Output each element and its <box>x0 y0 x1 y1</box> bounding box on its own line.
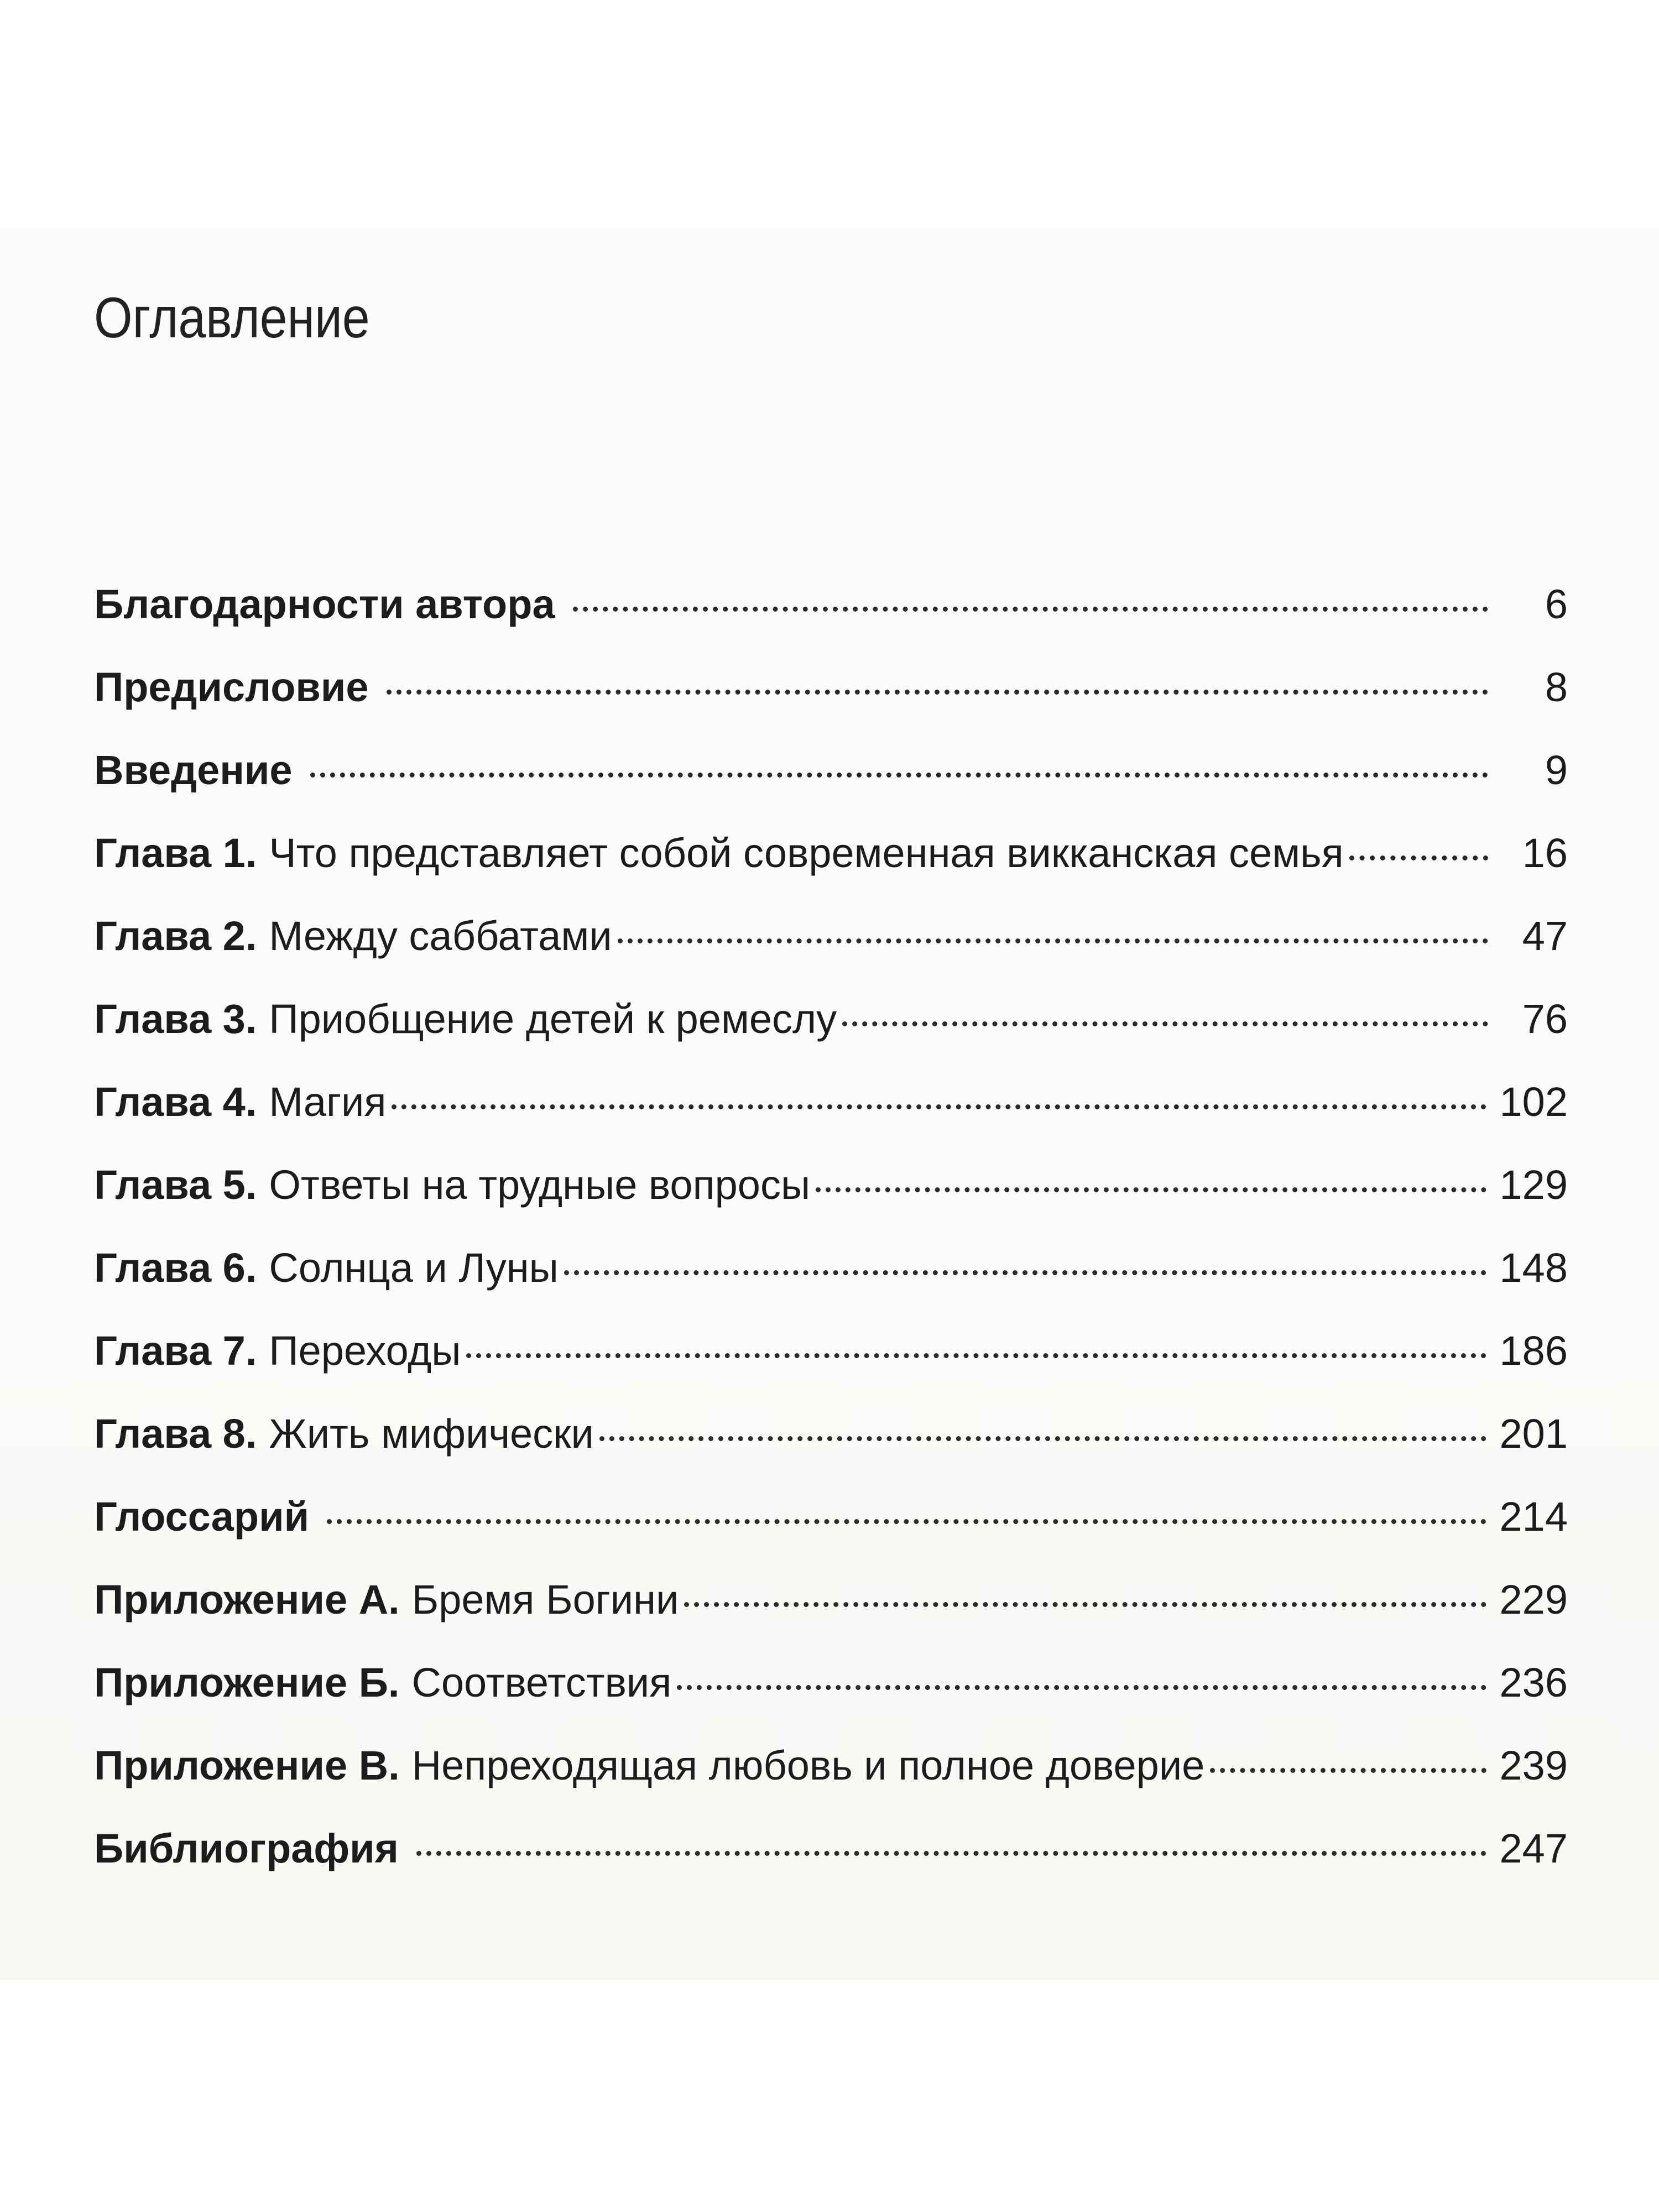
toc-entry <box>94 646 1568 729</box>
toc-entry-title: Переходы <box>269 1328 461 1374</box>
toc-entry-title: Ответы на трудные вопросы <box>269 1162 811 1208</box>
toc-entry-title: Что представляет собой современная викканская семья <box>269 830 1344 876</box>
toc-entry-text <box>94 895 612 978</box>
dot-leader <box>466 1353 1486 1358</box>
dot-leader <box>1210 1768 1486 1773</box>
toc-entry-text <box>94 729 305 812</box>
toc-page-number: 129 <box>1499 1162 1568 1208</box>
toc-page-number: 102 <box>1499 1079 1568 1125</box>
toc-page-number: 229 <box>1499 1577 1568 1623</box>
dot-leader <box>684 1602 1486 1607</box>
dot-leader <box>816 1187 1486 1192</box>
toc-entry-label: Приложение В. <box>94 1743 400 1788</box>
toc-entry-text <box>94 563 567 646</box>
toc-entry-label: Благодарности автора <box>94 581 555 627</box>
toc-entry-label: Глава 2. <box>94 913 257 959</box>
toc-entry <box>94 1641 1568 1724</box>
dot-leader <box>327 1519 1486 1524</box>
dot-leader <box>392 1104 1486 1109</box>
toc-page-number: 239 <box>1499 1743 1568 1788</box>
dot-leader <box>1349 855 1488 860</box>
toc-page-number: 247 <box>1499 1825 1568 1871</box>
toc-page-number: 47 <box>1522 913 1568 959</box>
toc-entry <box>94 1724 1568 1807</box>
toc-page-number: 186 <box>1499 1328 1568 1374</box>
toc-entry <box>94 1475 1568 1558</box>
toc-entry-label: Приложение А. <box>94 1577 400 1623</box>
toc-list <box>94 563 1568 1890</box>
toc-entry <box>94 1227 1568 1310</box>
dot-leader <box>416 1851 1486 1856</box>
toc-entry-title: Бремя Богини <box>411 1577 679 1623</box>
toc-entry <box>94 729 1568 812</box>
toc-page-number: 6 <box>1545 581 1568 627</box>
toc-entry-label: Библиография <box>94 1825 399 1871</box>
toc-page-number: 148 <box>1499 1245 1568 1291</box>
toc-entry-label: Глава 8. <box>94 1411 257 1457</box>
toc-entry-title: Солнца и Луны <box>269 1245 559 1291</box>
toc-page-number: 9 <box>1545 747 1568 793</box>
toc-entry-label: Введение <box>94 747 293 793</box>
dot-leader <box>387 690 1488 695</box>
toc-entry <box>94 1807 1568 1890</box>
toc-entry <box>94 978 1568 1061</box>
dot-leader <box>599 1436 1486 1441</box>
dot-leader <box>842 1021 1488 1026</box>
page-title: Оглавление <box>94 286 370 350</box>
toc-entry-label: Глава 6. <box>94 1245 257 1291</box>
dot-leader <box>310 773 1488 778</box>
toc-page-number: 236 <box>1499 1660 1568 1705</box>
toc-entry-text <box>94 1558 679 1641</box>
toc-page-number: 8 <box>1545 664 1568 710</box>
toc-entry-text <box>94 1392 594 1475</box>
toc-entry-text <box>94 1475 321 1558</box>
toc-entry-label: Глава 1. <box>94 830 257 876</box>
toc-entry-text <box>94 812 1344 895</box>
book-page <box>0 227 1659 1980</box>
toc-entry <box>94 895 1568 978</box>
toc-entry-text <box>94 1061 386 1144</box>
toc-entry-text <box>94 1724 1204 1807</box>
toc-page-number: 214 <box>1499 1494 1568 1540</box>
toc-entry-label: Глава 3. <box>94 996 257 1042</box>
toc-entry <box>94 1061 1568 1144</box>
toc-entry <box>94 563 1568 646</box>
toc-entry-text <box>94 646 381 729</box>
toc-entry-title: Непреходящая любовь и полное доверие <box>411 1743 1205 1788</box>
dot-leader <box>573 607 1488 612</box>
toc-entry-text <box>94 1807 411 1890</box>
toc-entry-title: Соответствия <box>411 1660 672 1705</box>
toc-page-number: 76 <box>1522 996 1568 1042</box>
toc-entry <box>94 1558 1568 1641</box>
toc-entry-text <box>94 1227 559 1310</box>
toc-entry <box>94 1144 1568 1227</box>
toc-entry-label: Предисловие <box>94 664 369 710</box>
toc-entry-text <box>94 1144 810 1227</box>
dot-leader <box>564 1270 1486 1275</box>
toc-page-number: 16 <box>1522 830 1568 876</box>
toc-entry <box>94 812 1568 895</box>
toc-entry <box>94 1392 1568 1475</box>
toc-entry-label: Глоссарий <box>94 1494 310 1540</box>
dot-leader <box>677 1685 1486 1690</box>
toc-entry-text <box>94 1641 671 1724</box>
toc-entry-label: Глава 7. <box>94 1328 257 1374</box>
toc-entry-text <box>94 978 837 1061</box>
toc-entry-label: Глава 4. <box>94 1079 257 1125</box>
toc-entry-label: Глава 5. <box>94 1162 257 1208</box>
toc-entry-title: Приобщение детей к ремеслу <box>269 996 837 1042</box>
toc-entry <box>94 1310 1568 1392</box>
toc-entry-text <box>94 1310 461 1392</box>
toc-page-number: 201 <box>1499 1411 1568 1457</box>
toc-entry-title: Магия <box>269 1079 387 1125</box>
toc-entry-title: Между саббатами <box>269 913 612 959</box>
toc-entry-label: Приложение Б. <box>94 1660 400 1705</box>
toc-entry-title: Жить мифически <box>269 1411 594 1457</box>
dot-leader <box>618 938 1488 943</box>
